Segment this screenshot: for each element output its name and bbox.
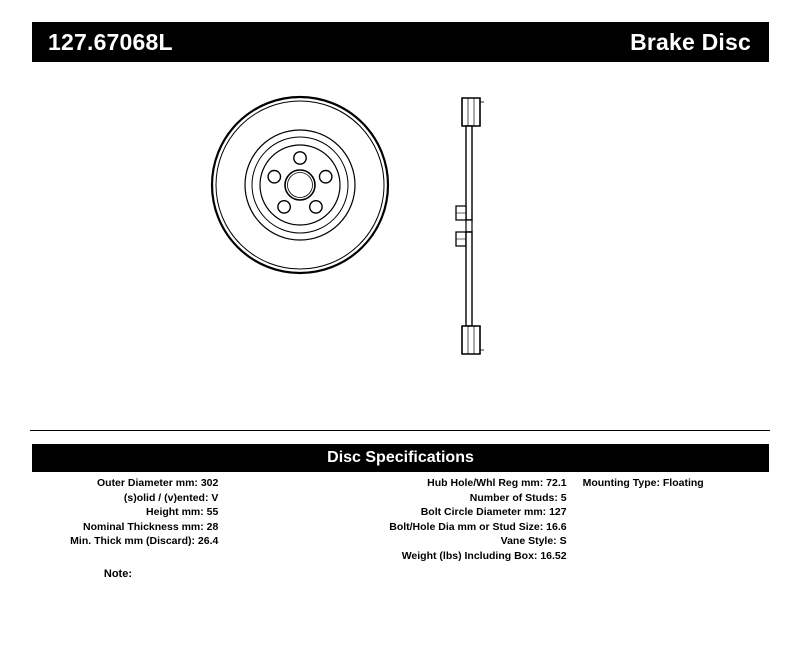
spec-column-right [573, 476, 769, 491]
spec-title-bar [32, 444, 769, 472]
header-bar [32, 22, 769, 62]
spec-item: Number of Studs: 5 [469, 491, 567, 504]
spec-item: Mounting Type: Floating [582, 477, 704, 489]
section-divider [30, 430, 770, 431]
rotor-drawing-svg [150, 80, 650, 380]
note-label: Note: [103, 568, 132, 580]
spec-item: Bolt/Hole Dia mm or Stud Size: 16.6 [389, 520, 567, 533]
rotor-face-view [212, 97, 388, 273]
spec-item: Min. Thick mm (Discard): 26.4 [70, 535, 219, 548]
spec-item: Nominal Thickness mm: 28 [82, 520, 219, 533]
technical-drawing [150, 80, 650, 380]
product-type: Brake Disc [630, 28, 751, 55]
spec-item: Bolt Circle Diameter mm: 127 [420, 506, 567, 519]
spec-item: (s)olid / (v)ented: V [123, 491, 219, 504]
part-number: 127.67068L [48, 28, 173, 55]
spec-item: Weight (lbs) Including Box: 16.52 [401, 549, 567, 562]
spec-column-left [32, 476, 218, 549]
spec-item: Height mm: 55 [146, 506, 219, 519]
rotor-cross-section-view [456, 98, 484, 354]
note-row [32, 568, 432, 580]
spec-item: Hub Hole/Whl Reg mm: 72.1 [427, 477, 567, 489]
spec-item: Vane Style: S [500, 535, 567, 548]
spec-title: Disc Specifications [327, 449, 474, 466]
spec-columns [32, 476, 769, 564]
spec-column-middle [218, 476, 572, 564]
spec-item: Outer Diameter mm: 302 [96, 477, 219, 489]
